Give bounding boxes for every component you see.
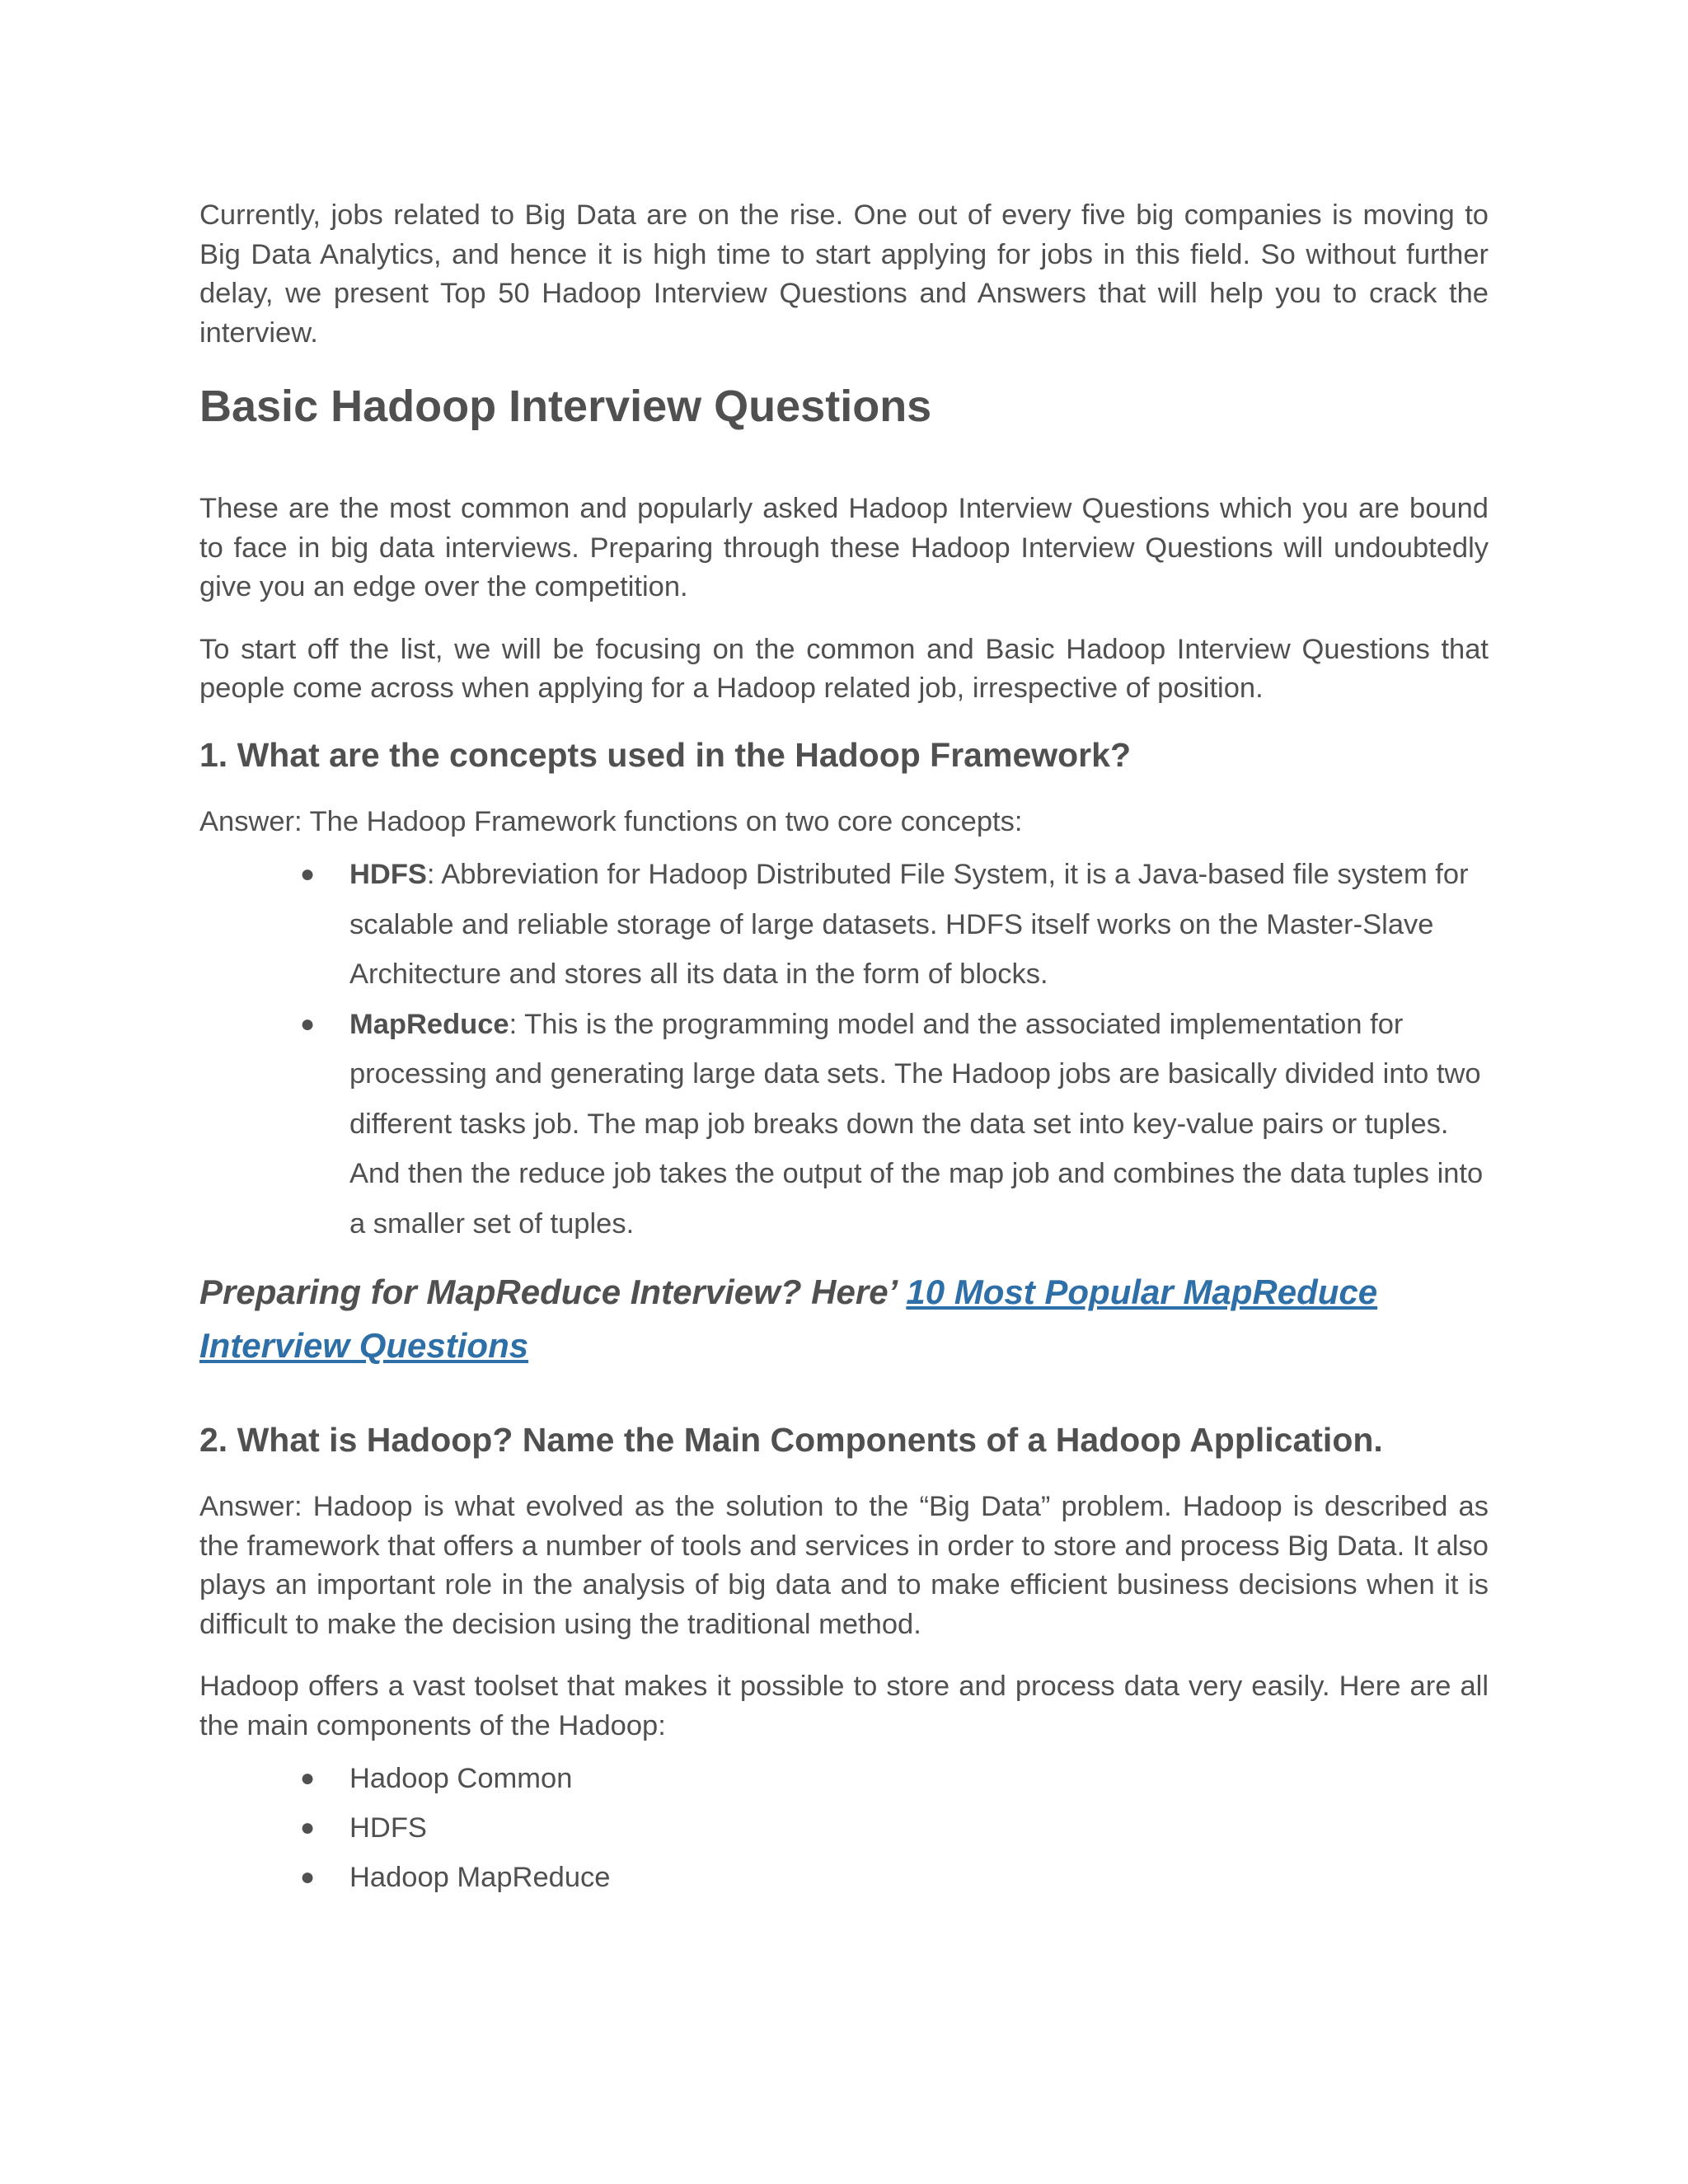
term-mapreduce: MapReduce (349, 1008, 509, 1040)
section-heading-basic: Basic Hadoop Interview Questions (199, 382, 932, 431)
bullet-icon: ● (300, 1765, 316, 1792)
component-label: Hadoop MapReduce (349, 1862, 611, 1893)
hdfs-description: : Abbreviation for Hadoop Distributed File System, it is a Java-based file system for scalable and reliable storage of large datasets. HDFS itself works on the Master-Slave Architecture and stores all its data in the form of blocks. (349, 859, 1469, 990)
document-page (199, 196, 1489, 1902)
question-1-bullet-list (199, 850, 1489, 1249)
mapreduce-description: : This is the programming model and the associated implementation for processing and generating large data sets. The Hadoop jobs are basically divided into two different tasks job. The map job breaks down the data set into key-value pairs or tuples. And then the reduce job takes the output of the map job and combines the data tuples into a smaller set of tuples. (349, 1008, 1484, 1240)
question-2-paragraph-1: Answer: Hadoop is what evolved as the solution to the “Big Data” problem. Hadoop is described as the framework that offers a number of tools and services in order to store and process Big Data. It also plays an important role in the analysis of big data and to make efficient business decisions when it is difficult to make the decision using the traditional method. (199, 1491, 1489, 1640)
component-label: Hadoop Common (349, 1763, 573, 1794)
mapreduce-callout (199, 1265, 1489, 1372)
component-label: HDFS (349, 1812, 427, 1844)
bullet-icon: ● (300, 1010, 316, 1038)
list-item (300, 1853, 1489, 1902)
bullet-icon: ● (300, 860, 316, 888)
callout-prefix: Preparing for MapReduce Interview? Here’ (199, 1272, 907, 1311)
bullet-icon: ● (300, 1863, 316, 1891)
intro-paragraph: Currently, jobs related to Big Data are on the rise. One out of every five big companies is moving to Big Data Analytics, and hence it is high time to start applying for jobs in this field. So without further delay, we present Top 50 Hadoop Interview Questions and Answers that will help you to crack the interview. (199, 199, 1489, 349)
list-item (300, 1803, 1489, 1853)
question-2-heading: 2. What is Hadoop? Name the Main Components of a Hadoop Application. (199, 1421, 1383, 1459)
basic-paragraph-1: These are the most common and popularly asked Hadoop Interview Questions which you are bound to face in big data interviews. Preparing through these Hadoop Interview Questions will undoubtedly give you an edge over the competition. (199, 493, 1489, 602)
question-1-answer: Answer: The Hadoop Framework functions on two core concepts: (199, 805, 1023, 837)
basic-paragraph-2: To start off the list, we will be focusing on the common and Basic Hadoop Interview Questions that people come across when applying for a Hadoop related job, irrespective of position. (199, 633, 1489, 704)
list-item-mapreduce (300, 1000, 1489, 1249)
question-1-heading: 1. What are the concepts used in the Hadoop Framework? (199, 735, 1131, 774)
list-item (300, 1754, 1489, 1803)
term-hdfs: HDFS (349, 859, 427, 890)
components-list (199, 1754, 1489, 1902)
bullet-icon: ● (300, 1814, 316, 1841)
question-2-paragraph-2: Hadoop offers a vast toolset that makes it possible to store and process data very easily. Here are all the main components of the Hadoop: (199, 1671, 1489, 1741)
mapreduce-questions-link[interactable]: 10 Most Popular MapReduce Interview Questions (199, 1272, 1378, 1365)
list-item-hdfs (300, 850, 1489, 1000)
